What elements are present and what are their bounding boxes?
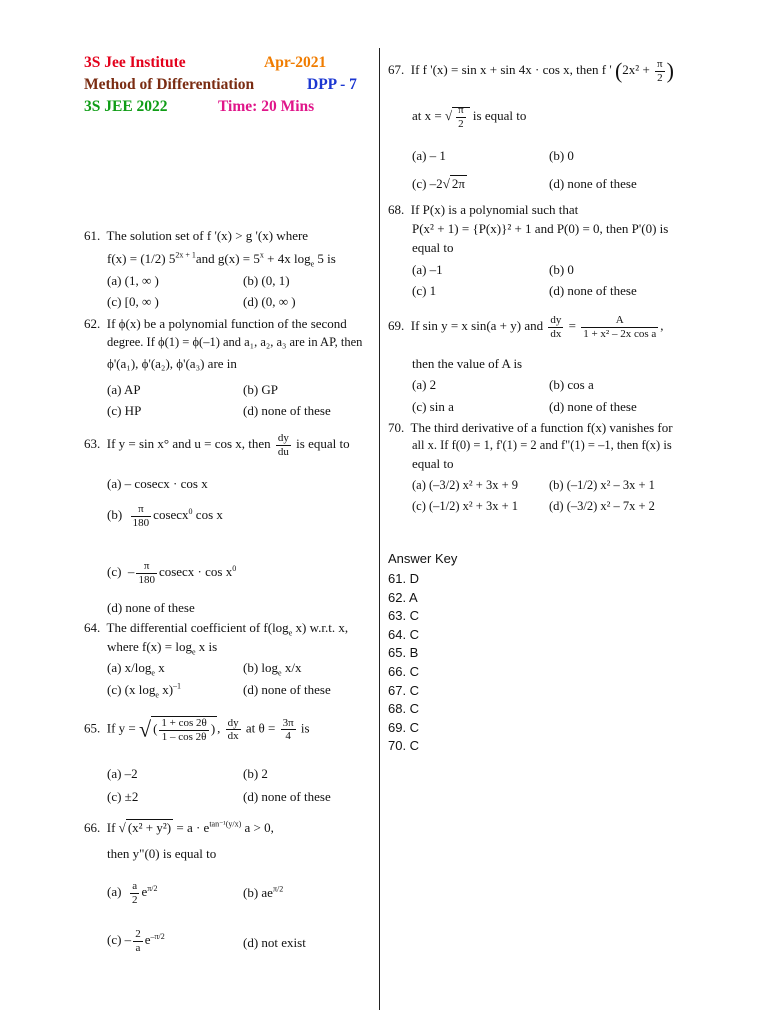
option-b: (b) (–1/2) x² – 3x + 1	[549, 478, 655, 492]
dy-du-fraction: $\frac{dy}{du}$	[277, 432, 289, 458]
question-number: 68.	[388, 202, 405, 217]
option-a: (a) – cosecx · cos x	[107, 476, 208, 491]
question-text: If P(x) is a polynomial such that	[410, 202, 579, 217]
question-text: The differential coefficient of f(log	[106, 620, 289, 635]
answer-key-title: Answer Key	[388, 551, 458, 566]
question-text: P(x² + 1) = {P(x)}² + 1 and P(0) = 0, then P'(0) is	[412, 221, 669, 236]
option-b: (b) cos a	[549, 377, 594, 392]
option-b: (b) $ae^{\pi/2}$	[243, 884, 284, 900]
option-c: (c) –2√ 2π	[412, 176, 465, 191]
option-c: (c) – $\frac{2}{a}$ $e^{-\pi/2}$	[107, 928, 165, 954]
question-number: 65.	[84, 720, 101, 736]
question-text: is equal to	[296, 436, 350, 452]
question-text: all x. If f(0) = 1, f'(1) = 2 and f"(1) = –1, then f(x) is	[412, 438, 672, 452]
question-number: 67.	[388, 62, 405, 78]
dpp-number: DPP - 7	[307, 76, 357, 93]
institute-name: 3S Jee Institute	[84, 54, 186, 71]
question-text: If f '(x) = sin x + sin 4x · cos x, then f '	[410, 62, 612, 78]
option-d: (d) none of these	[243, 789, 331, 804]
answer-item: 69. C	[388, 719, 420, 735]
option-b: (b) 2	[243, 766, 268, 781]
column-divider	[379, 48, 380, 1010]
option-c: (c) (x $\log_e x)^{-1}$	[107, 681, 182, 700]
question-text: at x = √ $\frac{\pi}{2}$ is equal to	[412, 104, 527, 130]
answer-item: 62. A	[388, 589, 418, 605]
option-b: (b) GP	[243, 382, 279, 397]
question-text: equal to	[412, 240, 454, 255]
question-text: If sin y = x sin(a + y) and	[410, 318, 544, 334]
option-c: (c) [0, ∞ )	[107, 294, 159, 309]
option-a: (a) AP	[107, 382, 141, 397]
option-d: (d) none of these	[549, 176, 637, 191]
option-b: (b) 0	[549, 262, 574, 277]
answer-item: 67. C	[388, 682, 420, 698]
answer-item: 64. C	[388, 626, 420, 642]
option-c: (c) – $\frac{\pi}{180}$ $cosecx \cdot \cos x^0$	[107, 560, 237, 586]
option-d: (d) none of these	[243, 682, 331, 697]
option-d: (d) none of these	[107, 600, 195, 615]
option-a: (a) 2	[412, 377, 437, 392]
option-a: (a) – 1	[412, 148, 446, 163]
option-a: (a) (1, ∞ )	[107, 273, 159, 288]
option-b: (b) 0	[549, 148, 574, 163]
answer-item: 66. C	[388, 663, 420, 679]
question-number: 66.	[84, 820, 101, 835]
option-a: (a) (–3/2) x² + 3x + 9	[412, 478, 519, 492]
question-text: where $f(x) = \log_e x$ is	[107, 639, 218, 657]
answer-item: 61. D	[388, 571, 420, 586]
option-b: (b) $\frac{\pi}{180}$ cosecx$^0$ cos x	[107, 503, 223, 529]
option-d: (d) none of these	[243, 403, 331, 418]
question-text: If y = sin x° and u = cos x, then	[106, 436, 271, 452]
answer-item: 68. C	[388, 701, 420, 717]
answer-item: 70. C	[388, 738, 420, 754]
question-text: The third derivative of a function f(x) vanishes for	[410, 420, 673, 435]
option-c: (c) HP	[107, 403, 142, 418]
question-text: ϕ'(a₁), ϕ'(a₂), ϕ'(a₃) are in	[107, 356, 237, 371]
question-text: then the value of A is	[412, 356, 523, 371]
batch: 3S JEE 2022	[84, 98, 168, 115]
answer-item: 63. C	[388, 608, 420, 624]
question-text: degree. If ϕ(1) = ϕ(–1) and a₁, a₂, a₃ are in AP, then	[107, 335, 363, 349]
option-a: (a) –2	[107, 766, 138, 781]
option-b: (b) $\log_e x/x$	[243, 660, 302, 678]
answer-item: 65. B	[388, 645, 419, 661]
question-text: The solution set of f '(x) > g '(x) where	[106, 228, 309, 243]
question-number: 63.	[84, 436, 101, 452]
question-text: If y =	[106, 720, 136, 736]
question-text: f(x) = (1/2) $5^{2x + 1}and$ $g(x) = 5^x + 4x$ $\log_e 5$ is	[107, 250, 336, 269]
question-number: 61.	[84, 228, 101, 243]
option-d: (d) (–3/2) x² – 7x + 2	[549, 499, 655, 513]
option-d: (d) none of these	[549, 399, 637, 414]
option-c: (c) 1	[412, 283, 437, 298]
option-c: (c) sin a	[412, 399, 454, 414]
question-number: 70.	[388, 420, 405, 435]
option-d: (d) not exist	[243, 935, 306, 950]
option-d: (d) none of these	[549, 283, 637, 298]
question-text: then y"(0) is equal to	[107, 846, 217, 861]
question-number: 64.	[84, 620, 101, 635]
option-c: (c) (–1/2) x² + 3x + 1	[412, 499, 519, 513]
question-text: equal to	[412, 456, 454, 471]
date: Apr-2021	[264, 54, 327, 71]
option-d: (d) (0, ∞ )	[243, 294, 296, 309]
option-c: (c) ±2	[107, 789, 139, 804]
option-a: (a) –1	[412, 262, 443, 277]
option-a: (a) $\frac{a}{2}$ $e^{\pi/2}$	[107, 880, 158, 906]
answer-key-list	[388, 570, 419, 756]
time-limit: Time: 20 Mins	[218, 98, 315, 115]
option-b: (b) (0, 1)	[243, 273, 290, 288]
topic-title: Method of Differentiation	[84, 76, 255, 93]
option-a: (a) $x/\log_e$ x	[107, 660, 165, 678]
question-number: 69.	[388, 318, 405, 334]
question-number: 62.	[84, 316, 101, 331]
question-text: If ϕ(x) be a polynomial function of the second	[106, 316, 347, 331]
